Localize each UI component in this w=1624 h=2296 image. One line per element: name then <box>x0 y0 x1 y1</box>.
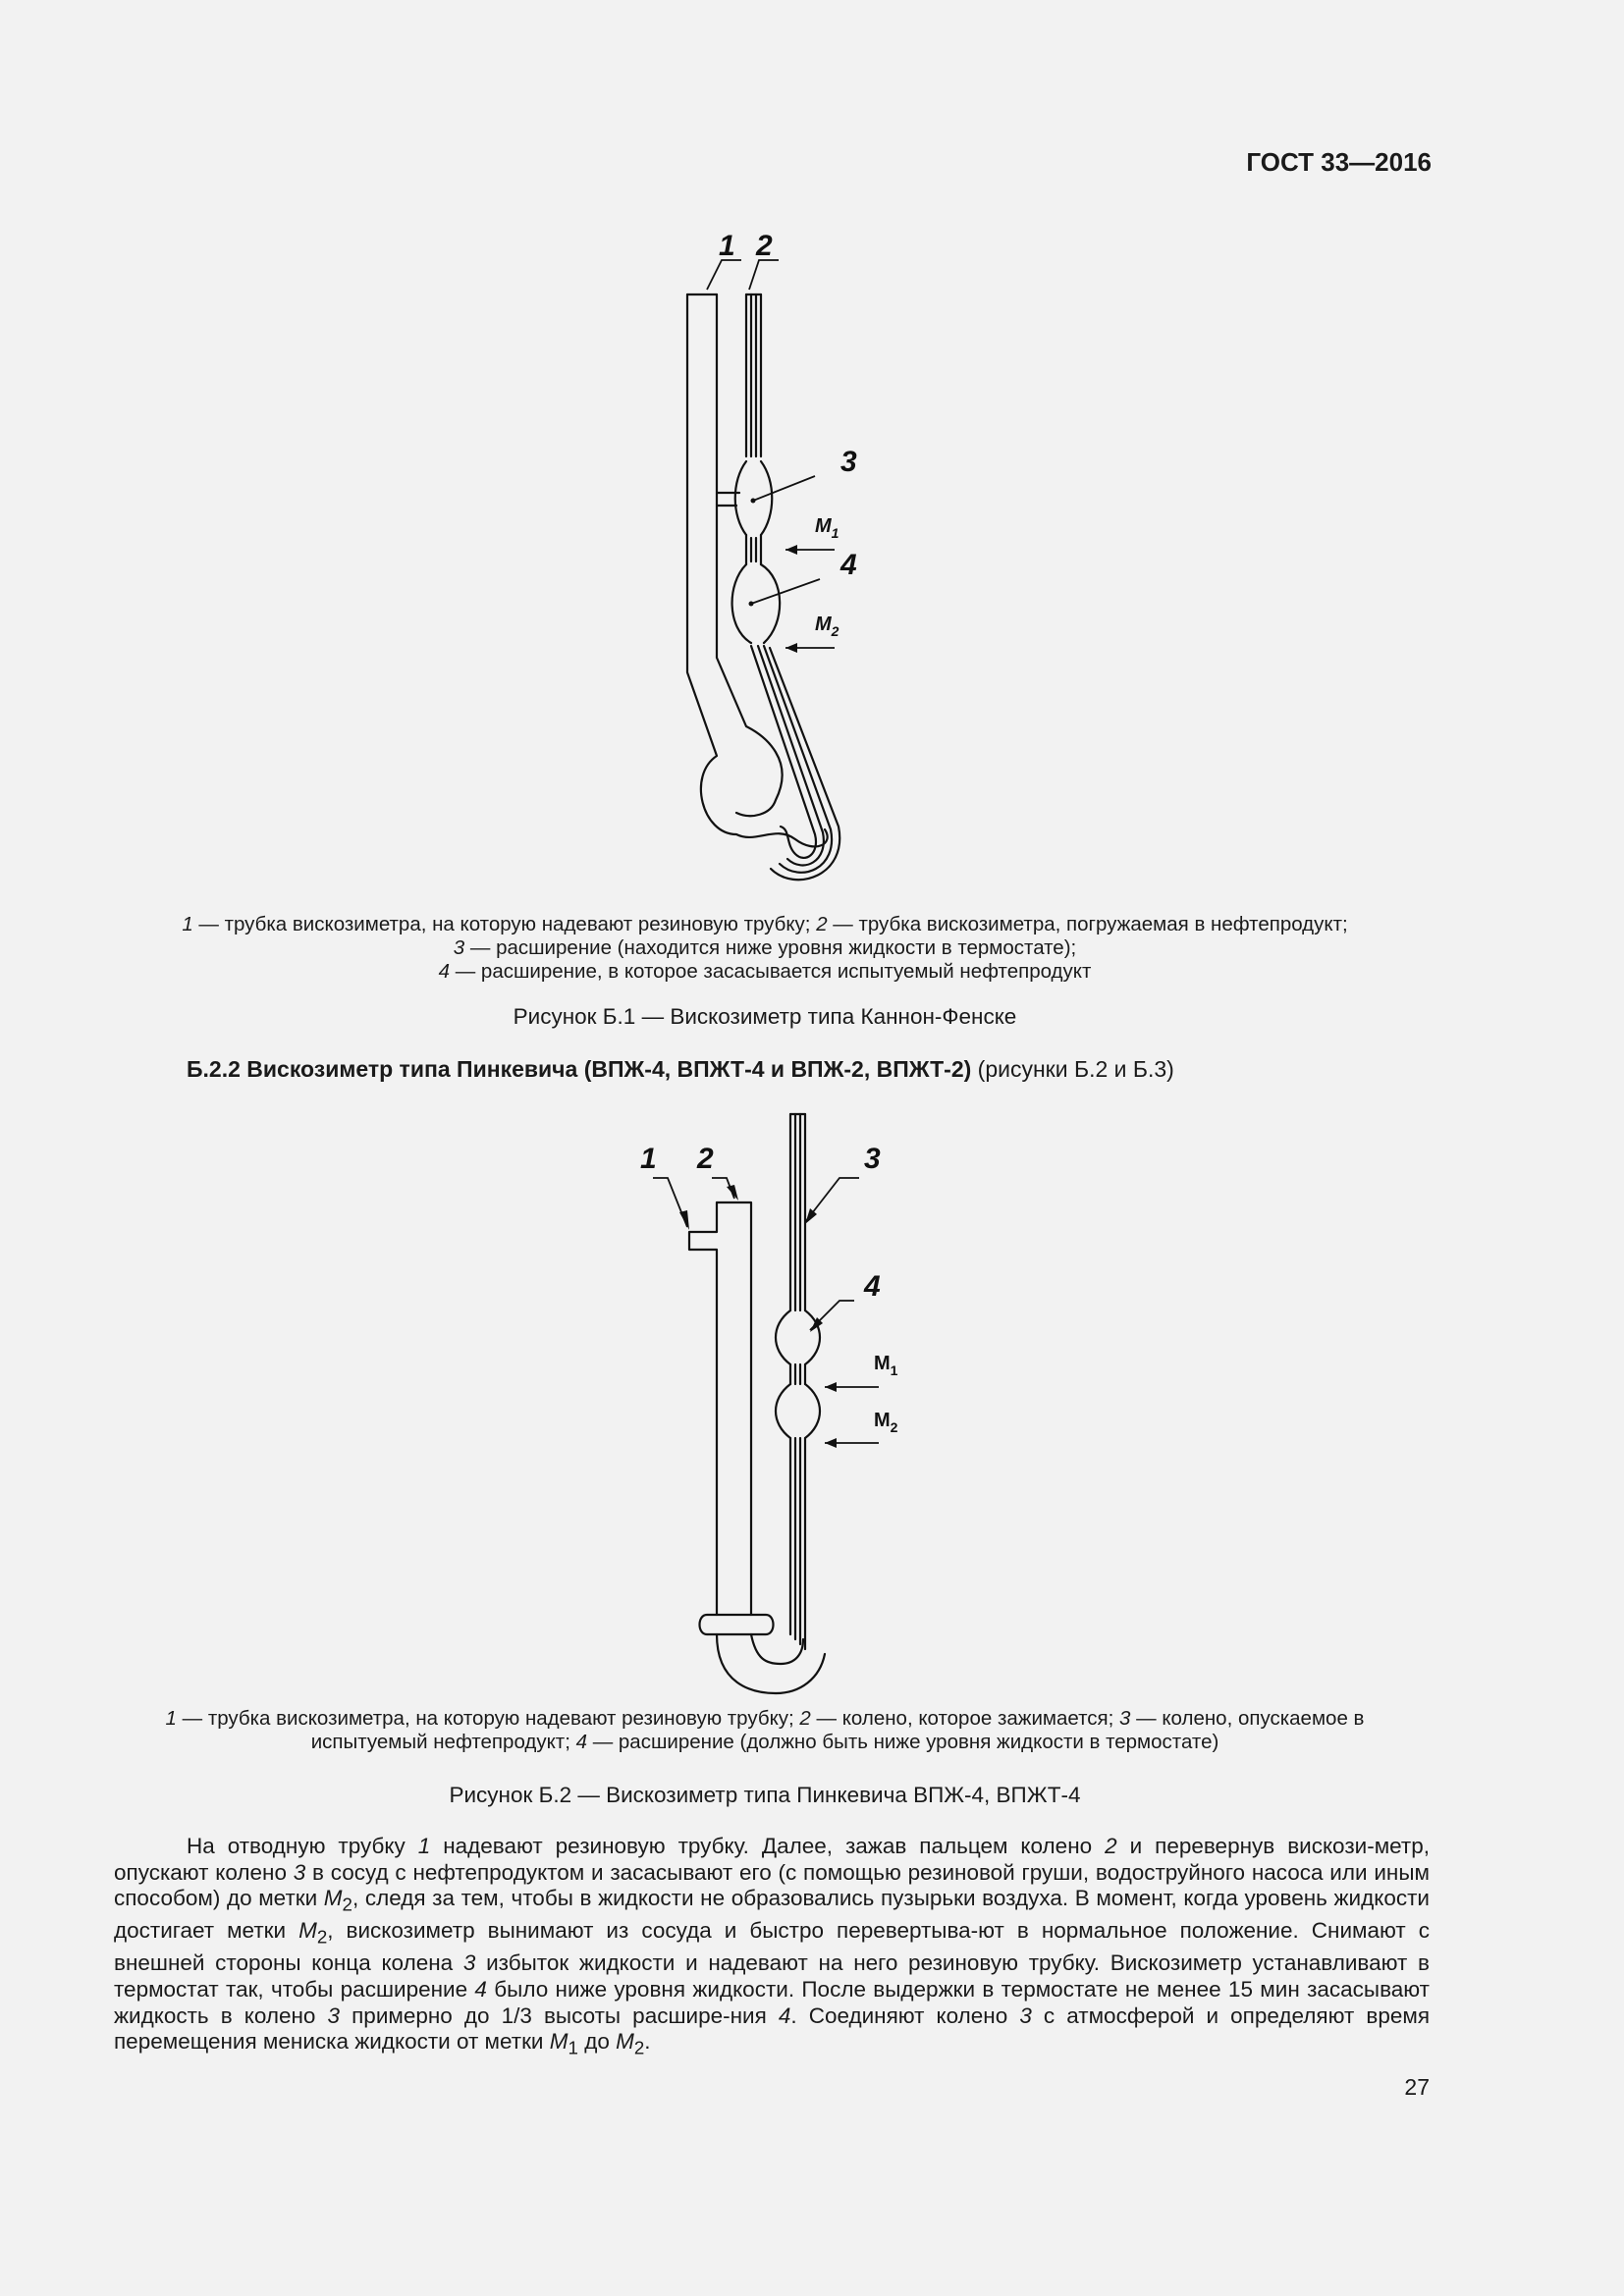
fig1-label-3: 3 <box>840 446 857 478</box>
page-number: 27 <box>1404 2074 1430 2100</box>
figure-1-title: Рисунок Б.1 — Вискозиметр типа Каннон-Фенске <box>513 1004 1017 1029</box>
body-paragraph: На отводную трубку 1 надевают резиновую трубку. Далее, зажав пальцем колено 2 и перевернув вискози-метр, опускают колено 3 в сосуд с нефтепродуктом и засасывают его (с помощью резиновой груши, водоструйного насоса или иным способом) до метки $M_2$, следя за тем, чтобы в жидкости не образовались пузырьки воздуха. В момент, когда уровень жидкости достигает метки $M_2$, вискозиметр вынимают из сосуда и быстро перевертыва-ют в нормальное положение. Снимают с внешней стороны конца колена 3 избыток жидкости и надевают на него резиновую трубку. Вискозиметр устанавливают в термостат так, чтобы расширение 4 было ниже уровня жидкости. После выдержки в термостате не менее 15 мин засасывают жидкость в колено 3 примерно до 1/3 высоты расшире-ния 4. Соединяют колено 3 с атмосферой и определяют время перемещения мениска жидкости от метки $M_1$ до $M_2$. <box>114 1834 1431 2058</box>
fig2-mark-m2: $M_2$ <box>874 1410 898 1435</box>
fig1-label-4: 4 <box>840 549 857 581</box>
fig1-mark-m2: $M_2$ <box>815 614 839 639</box>
figure-1-diagram <box>648 226 903 893</box>
document-id: ГОСТ 33—2016 <box>1246 147 1432 177</box>
fig2-label-2: 2 <box>697 1143 714 1175</box>
section-heading: Б.2.2 Вискозиметр типа Пинкевича (ВПЖ-4, ВПЖТ-4 и ВПЖ-2, ВПЖТ-2) (рисунки Б.2 и Б.3) <box>187 1056 1174 1082</box>
figure-2-legend: 1 — трубка вискозиметра, на которую надевают резиновую трубку; 2 — колено, которое зажимается; 3 — колено, опускаемое в испытуемый нефтепродукт; 4 — расширение (должно быть ниже уровня жидкости в термостате) <box>165 1707 1365 1753</box>
figure-2-title: Рисунок Б.2 — Вискозиметр типа Пинкевича ВПЖ-4, ВПЖТ-4 <box>449 1783 1081 1807</box>
figure-1-legend: 1 — трубка вискозиметра, на которую надевают резиновую трубку; 2 — трубка вискозиметра, погружаемая в нефтепродукт; 3 — расширение (находится ниже уровня жидкости в термостате); 4 — расширение, в которое засасывается испытуемый нефтепродукт <box>182 913 1348 983</box>
fig1-mark-m1: $M_1$ <box>815 515 839 541</box>
fig2-label-4: 4 <box>864 1270 881 1303</box>
fig2-label-3: 3 <box>864 1143 881 1175</box>
fig1-label-2: 2 <box>756 230 773 262</box>
figure-2-diagram <box>628 1104 943 1708</box>
fig1-label-1: 1 <box>719 230 735 262</box>
fig2-mark-m1: $M_1$ <box>874 1353 898 1378</box>
fig2-label-1: 1 <box>640 1143 657 1175</box>
